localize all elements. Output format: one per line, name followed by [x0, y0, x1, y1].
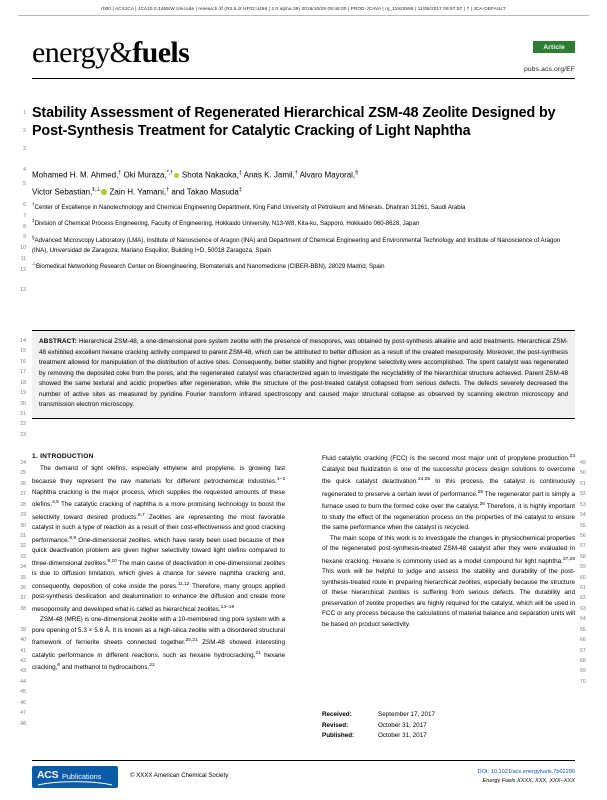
- author-line-1: Mohamed H. M. Ahmed,† Oki Muraza,*,† Shota Nakaoka,‡ Anas K. Jamil,† Alvaro Mayoral,§: [32, 170, 359, 180]
- author-mayoral: Alvaro Mayoral,: [297, 170, 356, 180]
- publications-logo-text: Publications: [62, 771, 102, 781]
- line-number: 61: [580, 585, 586, 591]
- line-number: 38: [20, 606, 26, 612]
- received-label: Received:: [322, 711, 352, 718]
- line-number: 45: [20, 689, 26, 695]
- author-sebastian: Victor Sebastian,: [32, 187, 93, 197]
- line-number: 15: [20, 348, 26, 354]
- line-number: 29: [20, 512, 26, 518]
- masthead-divider: [32, 78, 575, 79]
- author-nakaoka: Shota Nakaoka,: [179, 170, 239, 180]
- line-number: 21: [20, 411, 26, 417]
- line-number: 52: [580, 491, 586, 497]
- line-number: 42: [20, 658, 26, 664]
- publication-history: [322, 710, 575, 742]
- line-number: 46: [20, 700, 26, 706]
- line-number: 23: [20, 432, 26, 438]
- line-number: 14: [20, 338, 26, 344]
- line-number: 44: [20, 679, 26, 685]
- line-number: 51: [580, 481, 586, 487]
- line-number: 63: [580, 606, 586, 612]
- line-number: 67: [580, 648, 586, 654]
- line-number: 7: [23, 213, 26, 219]
- copyright-notice: © XXXX American Chemical Society: [130, 772, 229, 779]
- page-title: Stability Assessment of Regenerated Hierarchical ZSM-48 Zeolite Designed by Post-Synthesis Treatment for Catalytic Cracking of Light Naphtha: [32, 105, 556, 140]
- line-number: 49: [580, 460, 586, 466]
- line-number: 11: [20, 256, 26, 262]
- line-number: 53: [580, 502, 586, 508]
- received-date: September 17, 2017: [378, 711, 436, 718]
- line-number: 25: [20, 470, 26, 476]
- author-jamil: Anas K. Jamil,: [241, 170, 295, 180]
- author-ahmed: Mohamed H. M. Ahmed,: [32, 170, 119, 180]
- doi-block: [478, 768, 575, 785]
- line-number: 35: [20, 575, 26, 581]
- abstract-label: ABSTRACT:: [39, 338, 78, 345]
- line-number: 33: [20, 554, 26, 560]
- line-number: 4: [23, 167, 26, 173]
- affiliation-4: ⊥Biomedical Networking Research Center on Bioengineering, Biomaterials and Nanomedicine (CIBER-BBN), 28029 Madrid, Spain: [32, 261, 385, 271]
- masthead-fuels: fuels: [132, 36, 190, 69]
- logo-swoosh-icon: [37, 780, 113, 786]
- author-line-2: Victor Sebastian,‖,⊥ Zain H. Yamani,† and Takao Masuda‡: [32, 186, 242, 197]
- line-number: 1: [23, 110, 26, 116]
- line-number: 31: [20, 533, 26, 539]
- doi-link[interactable]: DOI: 10.1021/acs.energyfuels.7b02296: [477, 769, 575, 775]
- journal-citation: Energy Fuels XXXX, XXX, XXX−XXX: [482, 777, 575, 784]
- line-number: 41: [20, 648, 26, 654]
- author-muraza: Oki Muraza,: [121, 170, 167, 180]
- line-number: 55: [580, 523, 586, 529]
- line-number: 68: [580, 658, 586, 664]
- line-number: 34: [20, 564, 26, 570]
- line-number: 13: [20, 287, 26, 293]
- line-number: 8: [23, 224, 26, 230]
- line-number: 2: [23, 128, 26, 134]
- line-number: 65: [580, 627, 586, 633]
- line-number: 66: [580, 637, 586, 643]
- production-metadata-line: rb00 | ACSJCA | JCA10.0.1465/W Unicode | research.3f (R3.6.i2 HF02:4458 | 2.0 alpha.39) 2016/10/28 09:46:00 | PROD-JCAVA | rq_11920595 | 11/09/2017 09:57:57 | 7 | JCA-DEFAULT: [101, 6, 506, 11]
- body-column-right: [322, 452, 575, 630]
- line-number: 3: [23, 146, 26, 152]
- line-number: 37: [20, 595, 26, 601]
- line-number: 17: [20, 369, 26, 375]
- body-column-left: [32, 452, 285, 674]
- abstract-text: Hierarchical ZSM-48, a one-dimensional pore system zeolite with the presence of mesopores, was obtained by post-synthesis alkaline and acid treatments. Hierarchical ZSM-48 exhibited excellent hexane cracking activity compared to parent ZSM-48, which can be attributed to better diffusion as a result of the created mesoporosity. Moreover, the post-synthesis treatment allowed for manipulation of the distribution of active sites. Consequently, better stability and higher propylene selectivity were accomplished. The spent catalyst was regenerated by removing the deposited coke from the pores, and the regenerated catalyst was characterized again to investigate the recyclability of the hierarchical structure achieved. Parent ZSM-48 showed the same textural and acidic properties after regeneration, while the structure of the post-treated catalyst collapsed from serious defects. The defects severely decreased the number of active sites as measured by pyridine Fourier transform infrared spectroscopy and caused major structural collapse as observed by scanning electron microscopy and transmission electron microscopy.: [39, 338, 568, 408]
- author-masuda: and Takao Masuda: [169, 187, 239, 197]
- orcid-icon[interactable]: [174, 173, 180, 179]
- line-number: 32: [20, 543, 26, 549]
- section-heading-introduction: 1. INTRODUCTION: [32, 453, 94, 460]
- paragraph-left-2: ZSM-48 (MRE) is one-dimensional zeolite with a 10-membered ring pore system with a pore opening of 5.3 × 5.6 Å. It is known as a high-silica zeolite with a disordered structural framework of ferrierite sheets connected together.$^{20,21}$ ZSM-48 showed interesting catalytic performance in different reactions, such as hexane hydrocracking,$^{21}$ hexane cracking,$^6$ and methanol to hydrocarbons.$^{22}$: [32, 616, 285, 672]
- line-number: 26: [20, 481, 26, 487]
- acs-logo-text: ACS: [37, 769, 59, 781]
- line-number: 39: [20, 627, 26, 633]
- line-number: 58: [580, 554, 586, 560]
- line-number: 36: [20, 585, 26, 591]
- line-number: 57: [580, 543, 586, 549]
- revised-date: October 31, 2017: [378, 721, 427, 729]
- masthead-ampersand: &: [109, 36, 133, 69]
- line-number: 70: [580, 679, 586, 685]
- line-number: 16: [20, 359, 26, 365]
- author-list: [32, 166, 562, 199]
- line-number: 9: [23, 234, 26, 240]
- affiliation-1: †Center of Excellence in Nanotechnology and Chemical Engineering Department, King Fahd University of Petroleum and Minerals, Dhahran 31261, Saudi Arabia: [32, 202, 466, 212]
- header-divider: [18, 15, 589, 16]
- paragraph-right-2: The main scope of this work is to investigate the changes in physiochemical properties of the regenerated post-synthesis-treated ZSM-48 catalyst after they were evaluated in hexane cracking. Hexane is commonly used as a model compound for light naphtha.$^{27,28}$ This work will be helpful to judge and assess the stability and durability of the post-synthesis-treated route in preparing hierarchical zeolites, especially because the structure of these hierarchical zeolites is suffering from serious defects. The durability and preservation of zeolite properties are highly required for the catalyst, which will be used in FCC or any process because the calculations of material balance and separation units will be based on product selectivity.: [322, 534, 575, 628]
- journal-masthead: [32, 36, 189, 70]
- line-number: 12: [20, 267, 26, 273]
- abstract-block: [32, 330, 575, 419]
- line-number: 10: [20, 245, 26, 251]
- affiliations: [32, 200, 562, 276]
- paragraph-right-1: Fluid catalytic cracking (FCC) is the second most major unit of propylene production.$^{23}$ Catalyst bed fluidization is one of the successful process design solutions to overcome the quick catalyst deactivation.$^{24,25}$ In this process, the catalyst is continuously regenerated to preserve a certain level of performance.$^{25}$ The regenerator part is simply a furnace used to burn the formed coke over the catalyst.$^{26}$ Therefore, it is highly important to study the effect of the regeneration process on the properties of the catalyst to ensure the same performance when the catalyst is recycled.: [322, 454, 575, 532]
- revised-label: Revised:: [322, 721, 349, 729]
- line-number: 60: [580, 575, 586, 581]
- line-number: 54: [580, 512, 586, 518]
- line-number: 22: [20, 421, 26, 427]
- history-row: [322, 721, 575, 732]
- line-number: 56: [580, 533, 586, 539]
- published-date: October 31, 2017: [378, 732, 427, 739]
- line-number: 5: [23, 181, 26, 187]
- line-number: 59: [580, 564, 586, 570]
- line-number: 43: [20, 668, 26, 674]
- line-number: 27: [20, 491, 26, 497]
- paragraph-left-1: The demand of light olefins, especially ethylene and propylene, is growing fast because they represent the raw materials for different petrochemical industries.$^{1-3}$ Naphtha cracking is the major process, which supplies the requested amounts of these olefins.$^{4,5}$ The catalytic cracking of naphtha is a more promising technology to boost the selectivity toward desired products.$^{6,7}$ Zeolites are representing the most favorable catalyst in such a type of reaction as a result of their cost-effectiveness and good cracking performance.$^{8,9}$ One-dimensional zeolites, which have rarely been used because of their quick deactivation problem are given higher selectivity toward light olefins compared to three-dimensional zeolites.$^{9,10}$ The main cause of deactivation in one-dimensional zeolites is due to diffusion limitation, which gives a chance for severe naphtha cracking and, consequently, deposition of coke inside the pores.$^{11,12}$ Therefore, many groups applied post-synthesis desilication and dealumination to enhance the diffusion and create more mesoporosity and developed what is called as hierarchical zeolites.$^{13-19}$: [32, 465, 285, 613]
- line-number: 48: [20, 721, 26, 727]
- history-row: [322, 710, 575, 721]
- line-number: 24: [20, 460, 26, 466]
- history-row: [322, 731, 575, 742]
- article-type-badge: Article: [533, 41, 575, 53]
- orcid-icon[interactable]: [101, 189, 107, 195]
- line-number: 18: [20, 380, 26, 386]
- line-number: 6: [23, 202, 26, 208]
- line-number: 62: [580, 595, 586, 601]
- line-number: 20: [20, 401, 26, 407]
- author-yamani: Zain H. Yamani,: [107, 187, 167, 197]
- line-number: 69: [580, 668, 586, 674]
- line-number: 19: [20, 390, 26, 396]
- line-number: 40: [20, 637, 26, 643]
- footer-divider: [32, 760, 575, 761]
- line-number: 64: [580, 616, 586, 622]
- line-number: 28: [20, 502, 26, 508]
- line-number: 30: [20, 523, 26, 529]
- line-number: 50: [580, 470, 586, 476]
- line-number: 47: [20, 710, 26, 716]
- affiliation-3: §Advanced Microscopy Laboratory (LMA), Institute of Nanoscience of Aragon (INA) and Department of Chemical Engineering and Environmental Technology and Institute of Nanoscience of Aragon (INA), Universidad de Zaragoza, Mariano Esquillor, Building I+D, 50018 Zaragoza, Spain: [32, 234, 561, 255]
- masthead-energy: energy: [32, 36, 110, 69]
- acs-publications-logo[interactable]: [32, 766, 118, 788]
- affiliation-2: ‡Division of Chemical Process Engineering, Faculty of Engineering, Hokkaido University, N13-W8, Kita-ku, Sapporo, Hokkaido 060-8628, Japan: [32, 218, 420, 228]
- publisher-url[interactable]: pubs.acs.org/EF: [524, 66, 575, 73]
- published-label: Published:: [322, 732, 355, 739]
